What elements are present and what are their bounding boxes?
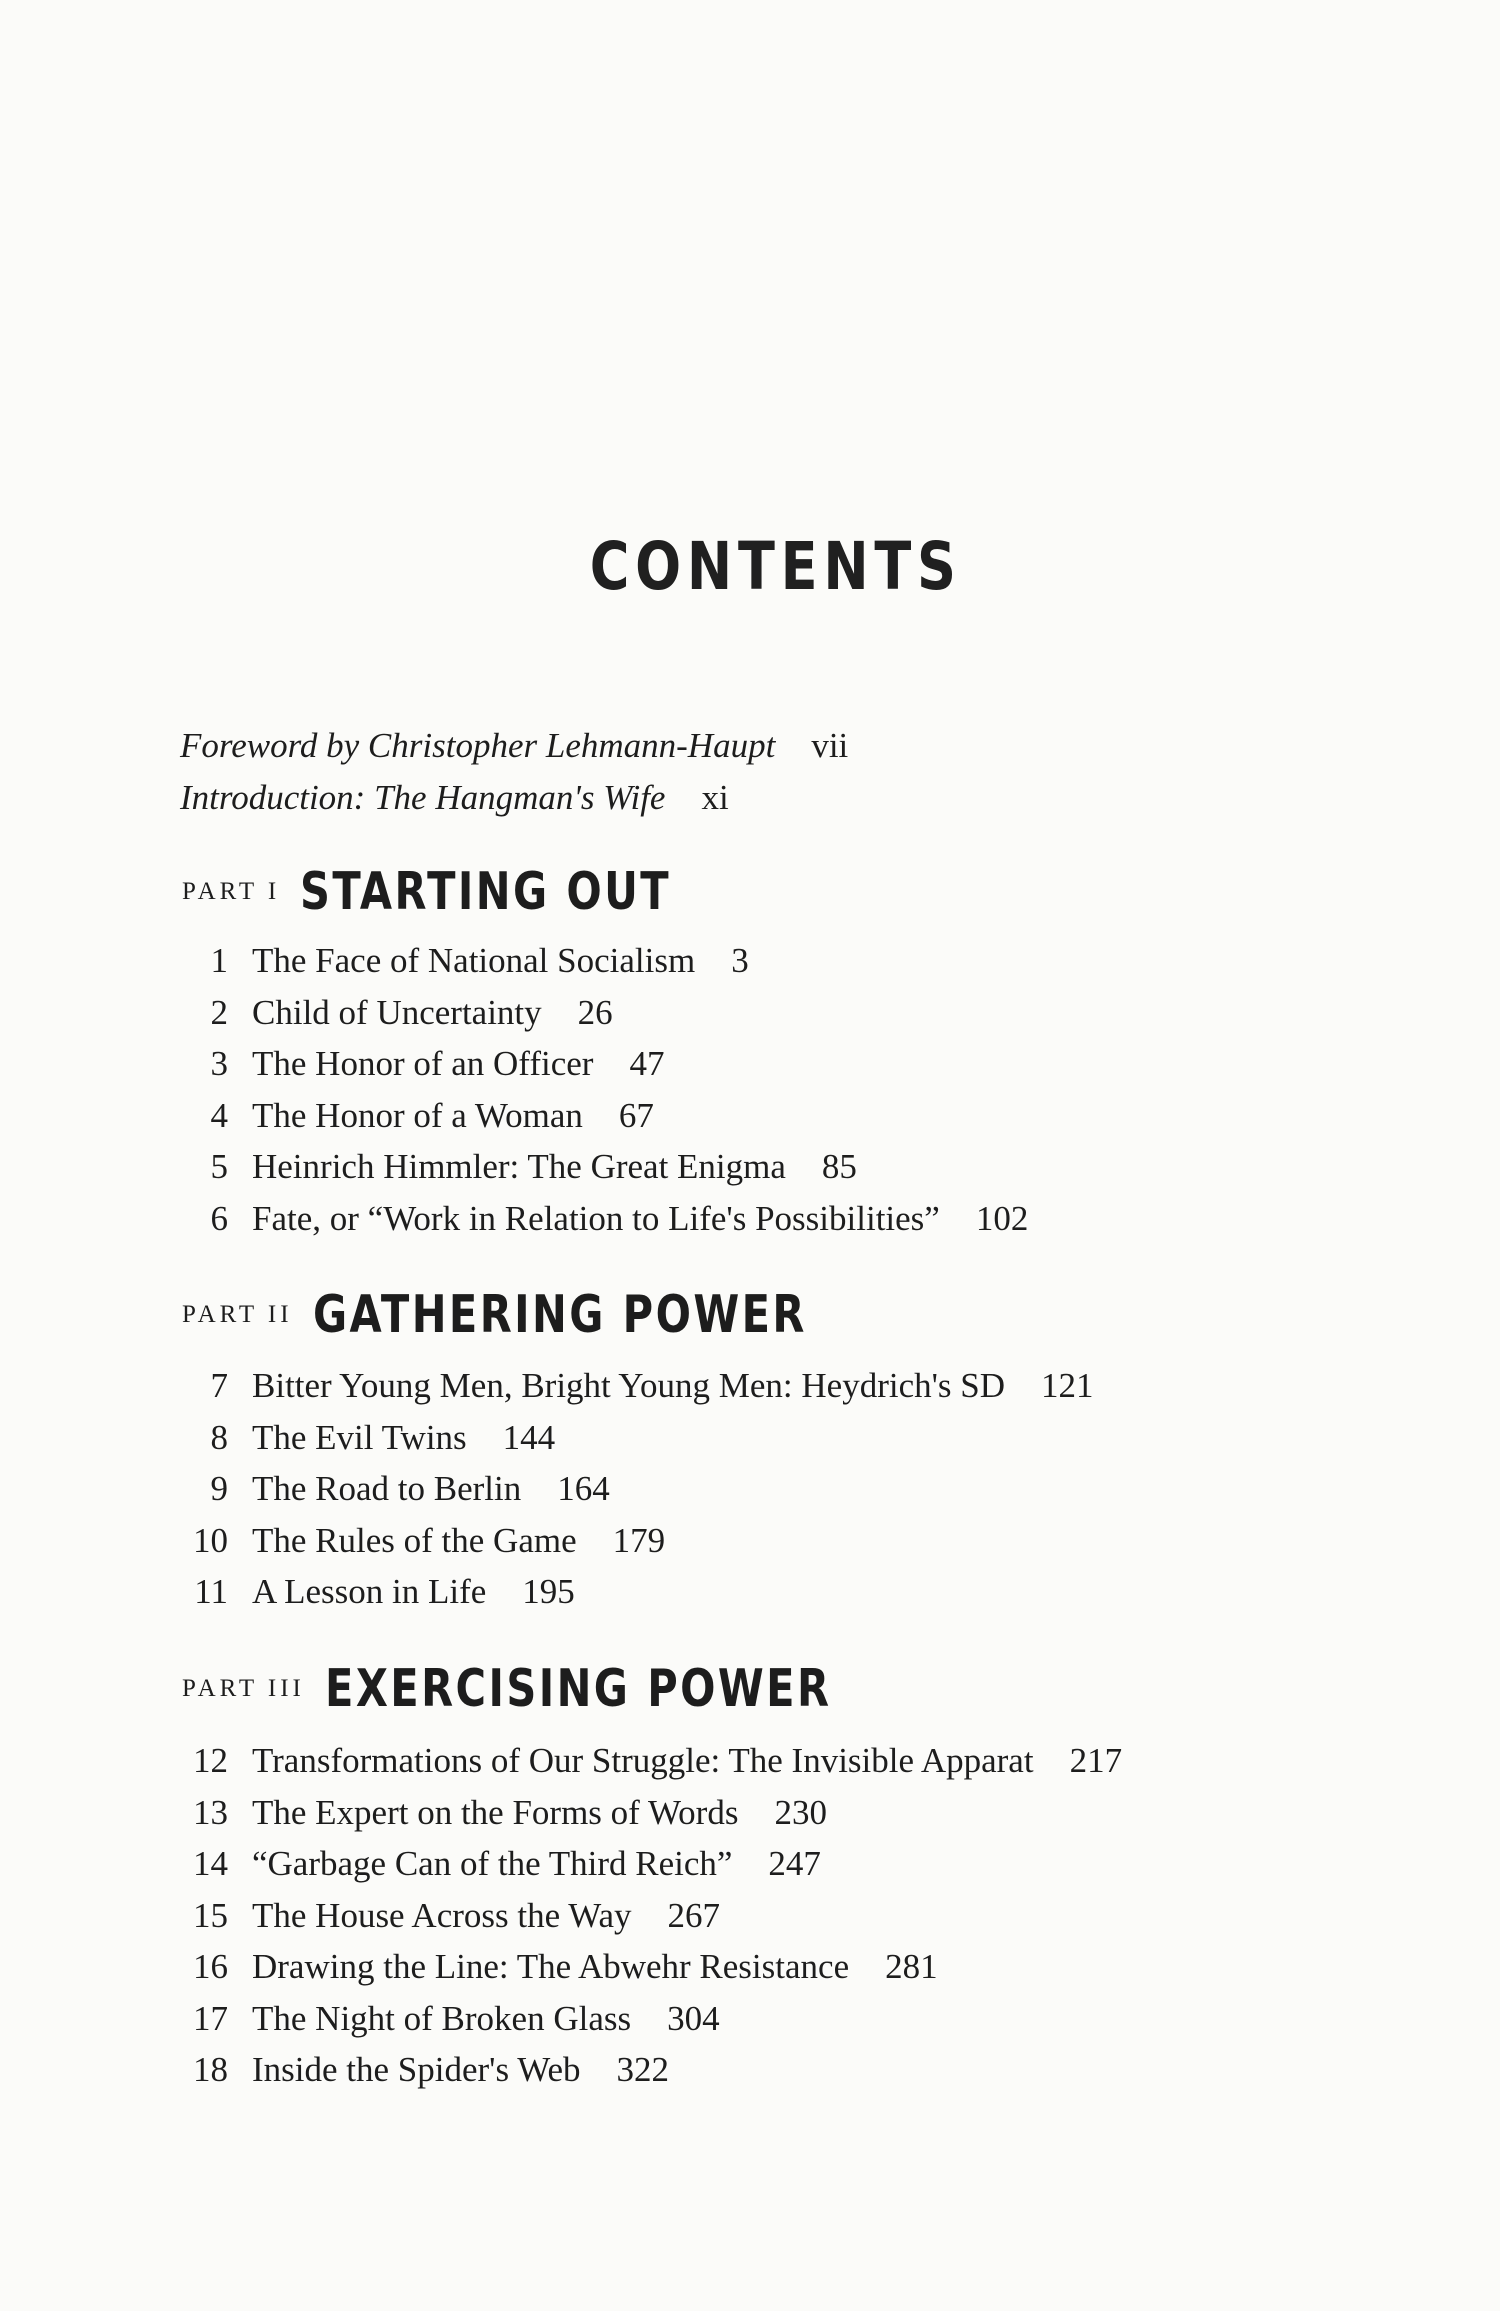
front-matter-entry [180,720,848,772]
contents-heading: CONTENTS [589,528,962,605]
entry-page: xi [701,778,729,817]
chapter-entry [190,1890,1122,1942]
chapter-page: 179 [612,1520,666,1560]
chapter-number: 5 [210,1147,228,1186]
chapter-page: 304 [667,1998,720,2038]
chapter-number: 15 [193,1895,228,1935]
chapter-page: 26 [577,992,613,1032]
chapter-title: The Expert on the Forms of Words [252,1792,739,1832]
chapter-title: The Face of National Socialism [252,941,696,980]
chapter-page: 230 [774,1792,827,1832]
chapter-entry [190,1090,1028,1142]
part-label: PART II [182,1301,293,1328]
chapter-title: Transformations of Our Struggle: The Invisible Apparat [252,1741,1034,1780]
chapter-title: Drawing the Line: The Abwehr Resistance [252,1947,850,1986]
chapter-entry [190,1735,1122,1787]
chapter-entry [190,935,1028,987]
chapter-number: 6 [210,1198,228,1238]
chapter-title: The Evil Twins [252,1417,467,1457]
chapter-number: 1 [210,941,228,980]
chapter-page: 195 [522,1572,575,1611]
chapter-number: 7 [210,1366,228,1405]
chapter-page: 322 [616,2050,669,2089]
chapter-title: Fate, or “Work in Relation to Life's Possibilities” [252,1198,940,1238]
chapter-number: 10 [193,1520,228,1560]
chapter-title: Heinrich Himmler: The Great Enigma [252,1147,786,1186]
chapter-title: The Night of Broken Glass [252,1998,632,2038]
chapter-entry [190,1993,1122,2045]
part-heading [182,1283,930,1347]
part-label: PART I [182,878,281,905]
chapter-entry [190,2044,1122,2096]
chapter-title: The House Across the Way [252,1895,632,1935]
chapter-title: “Garbage Can of the Third Reich” [252,1844,733,1883]
chapter-number: 17 [193,1998,228,2038]
entry-page: vii [811,726,849,765]
chapter-entry [190,1463,1094,1515]
chapter-number: 12 [193,1741,228,1780]
chapter-number: 18 [193,2050,228,2089]
chapter-page: 144 [502,1417,556,1457]
part-title: EXERCISING POWER [324,1659,832,1719]
chapter-number: 13 [193,1792,228,1832]
chapter-title: Bitter Young Men, Bright Young Men: Heydrich's SD [252,1366,1006,1405]
chapter-page: 85 [821,1147,857,1186]
chapter-entry [190,1941,1122,1993]
chapter-title: Inside the Spider's Web [252,2050,581,2089]
chapter-entry [190,1412,1094,1464]
chapter-number: 14 [193,1844,228,1883]
chapter-page: 164 [557,1469,610,1508]
chapter-number: 11 [194,1572,228,1611]
chapter-entry [190,1515,1094,1567]
chapter-page: 102 [975,1198,1029,1238]
chapter-number: 3 [210,1044,228,1083]
part-heading [182,1657,958,1721]
chapter-title: The Road to Berlin [252,1469,522,1508]
chapter-entry [190,1838,1122,1890]
part-label: PART III [182,1675,305,1702]
chapter-title: A Lesson in Life [252,1572,487,1611]
part-heading [182,860,764,924]
chapter-list [190,1735,1122,2096]
front-matter-entry [180,772,848,824]
chapter-page: 267 [667,1895,721,1935]
chapter-entry [190,1787,1122,1839]
chapter-page: 281 [885,1947,938,1986]
chapter-list [190,935,1028,1244]
chapter-title: The Rules of the Game [252,1520,577,1560]
chapter-number: 4 [210,1095,228,1135]
chapter-page: 47 [629,1044,665,1083]
chapter-entry [190,1566,1094,1618]
chapter-entry [190,1141,1028,1193]
part-title: STARTING OUT [300,862,672,922]
entry-title: Introduction: The Hangman's Wife [180,778,666,817]
chapter-number: 16 [193,1947,228,1986]
chapter-number: 8 [210,1417,228,1457]
chapter-page: 121 [1041,1366,1094,1405]
entry-title: Foreword by Christopher Lehmann-Haupt [180,726,776,765]
chapter-title: Child of Uncertainty [252,992,542,1032]
chapter-number: 2 [210,992,228,1032]
chapter-page: 247 [768,1844,821,1883]
chapter-page: 217 [1069,1741,1123,1780]
chapter-page: 67 [618,1095,654,1135]
chapter-number: 9 [210,1469,228,1508]
chapter-list [190,1360,1094,1618]
chapter-entry [190,987,1028,1039]
chapter-title: The Honor of a Woman [252,1095,583,1135]
chapter-title: The Honor of an Officer [252,1044,594,1083]
chapter-page: 3 [731,941,749,980]
chapter-entry [190,1193,1028,1245]
front-matter-list [180,720,848,824]
chapter-entry [190,1038,1028,1090]
part-title: GATHERING POWER [312,1285,807,1345]
chapter-entry [190,1360,1094,1412]
